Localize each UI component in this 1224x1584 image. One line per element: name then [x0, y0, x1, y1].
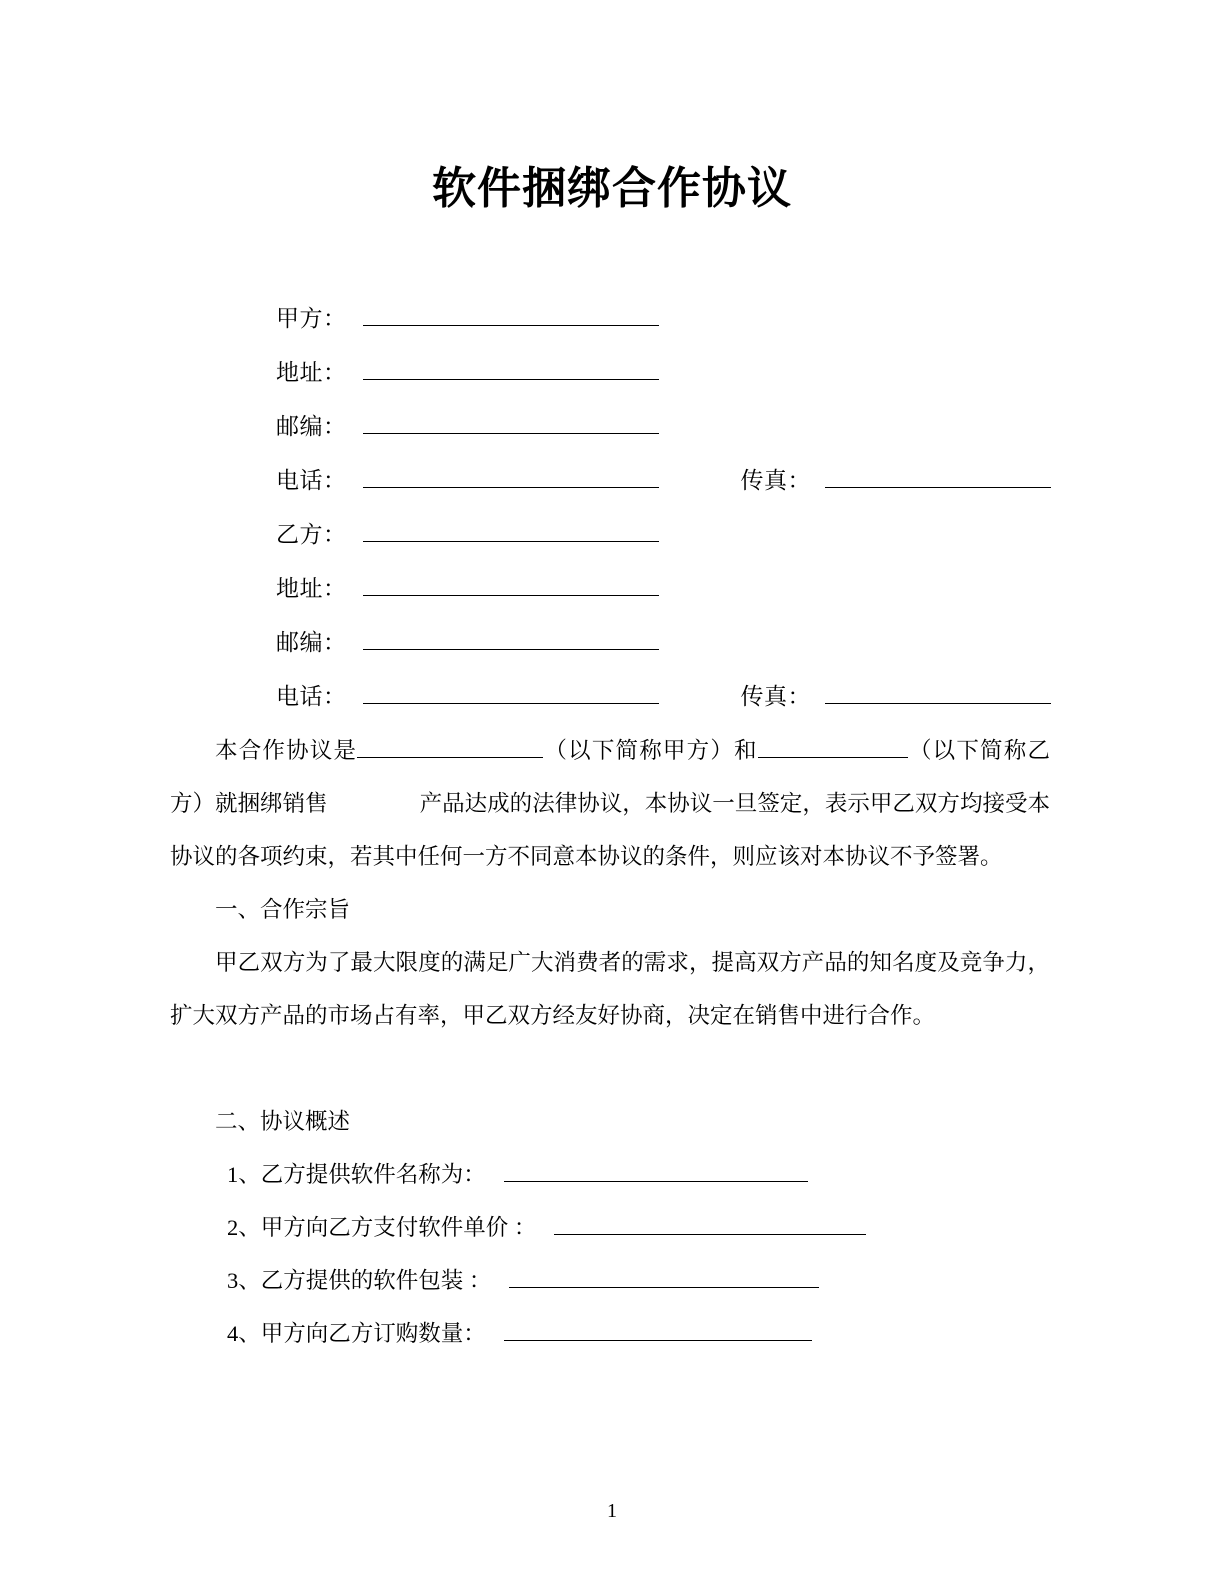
agreement-item-2 — [170, 1201, 1050, 1254]
agreement-item-3-input-rule[interactable] — [509, 1261, 819, 1288]
party-row-address-b — [276, 562, 1076, 616]
agreement-item-1-text: 、乙方提供软件名称为： — [238, 1162, 486, 1187]
page-title: 软件捆绑合作协议 — [432, 164, 792, 214]
agreement-item-1 — [170, 1148, 1050, 1201]
preamble-blank-party-a[interactable] — [357, 733, 543, 758]
address-b-input-rule[interactable] — [363, 568, 659, 596]
party-b-label: 乙方： — [276, 522, 347, 547]
section-heading-2: 二、协议概述 — [215, 1109, 351, 1134]
agreement-item-4-input-rule[interactable] — [504, 1314, 812, 1341]
phone-b-input-rule[interactable] — [363, 676, 659, 704]
party-row-address-a — [276, 346, 1076, 400]
agreement-item-4-number: 4 — [227, 1321, 239, 1346]
page-number: 1 — [607, 1500, 617, 1522]
preamble-text-3: （以下简称乙方）就捆绑销售 — [170, 738, 1050, 816]
postcode-a-label: 邮编： — [276, 414, 347, 439]
address-a-input-rule[interactable] — [363, 352, 659, 380]
agreement-item-1-input-rule[interactable] — [504, 1155, 808, 1182]
address-a-label: 地址： — [276, 360, 347, 385]
agreement-item-4 — [170, 1307, 1050, 1360]
preamble-blank-party-b[interactable] — [758, 733, 908, 758]
party-row-party-b — [276, 508, 1076, 562]
fax-b-label: 传真： — [740, 684, 811, 709]
preamble-text-1: 本合作协议是 — [215, 738, 358, 763]
agreement-item-3-number: 3 — [227, 1268, 239, 1293]
agreement-item-2-number: 2 — [227, 1215, 239, 1240]
fax-a-label: 传真： — [740, 468, 811, 493]
phone-a-input-rule[interactable] — [363, 460, 659, 488]
agreement-item-1-number: 1 — [227, 1162, 239, 1187]
party-row-postcode-b — [276, 616, 1076, 670]
document-body — [170, 724, 1050, 1360]
section-heading-1: 一、合作宗旨 — [215, 897, 351, 922]
address-b-label: 地址： — [276, 576, 347, 601]
party-a-input-rule[interactable] — [363, 298, 659, 326]
party-b-input-rule[interactable] — [363, 514, 659, 542]
agreement-item-3 — [170, 1254, 1050, 1307]
fax-a-input-rule[interactable] — [825, 460, 1051, 488]
preamble-paragraph — [170, 724, 1050, 883]
party-row-party-a — [276, 292, 1076, 346]
postcode-b-input-rule[interactable] — [363, 622, 659, 650]
party-a-label: 甲方： — [276, 306, 347, 331]
section-spacer — [170, 1042, 1050, 1095]
agreement-item-2-input-rule[interactable] — [554, 1208, 866, 1235]
phone-b-label: 电话： — [276, 684, 347, 709]
party-row-postcode-a — [276, 400, 1076, 454]
postcode-b-label: 邮编： — [276, 630, 347, 655]
preamble-text-4: 产品达成的法律协议，本协议一旦签定，表示甲乙双方均接受本协议的各项约束，若其中任何一方不同意本协议的条件，则应该对本协议不予签署。 — [170, 791, 1050, 869]
party-row-phone-a — [276, 454, 1076, 508]
preamble-text-2: （以下简称甲方）和 — [543, 738, 758, 763]
phone-a-label: 电话： — [276, 468, 347, 493]
party-information-block — [276, 292, 1076, 724]
agreement-item-3-text: 、乙方提供的软件包装 ： — [238, 1268, 492, 1293]
party-row-phone-b — [276, 670, 1076, 724]
agreement-item-4-text: 、甲方向乙方订购数量： — [238, 1321, 486, 1346]
fax-b-input-rule[interactable] — [825, 676, 1051, 704]
section-paragraph-1: 甲乙双方为了最大限度的满足广大消费者的需求，提高双方产品的知名度及竞争力，扩大双方产品的市场占有率，甲乙双方经友好协商，决定在销售中进行合作。 — [170, 950, 1050, 1028]
agreement-item-2-text: 、甲方向乙方支付软件单价 ： — [238, 1215, 537, 1240]
postcode-a-input-rule[interactable] — [363, 406, 659, 434]
